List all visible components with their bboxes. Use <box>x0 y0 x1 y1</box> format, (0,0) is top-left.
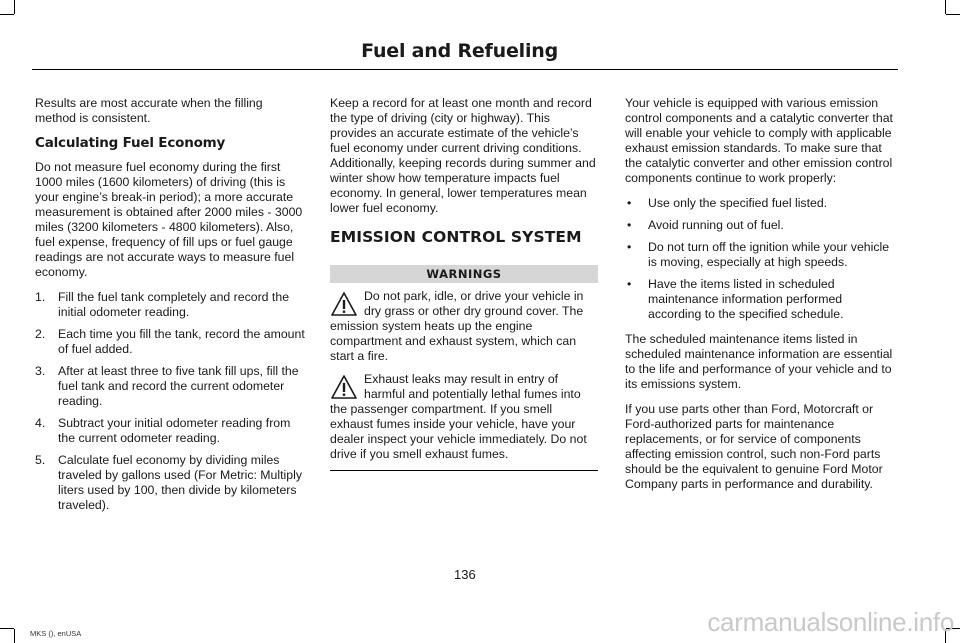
maintenance-paragraph: The scheduled maintenance items listed in scheduled maintenance information are essential to the life and performance of your vehicle and to its emissions system. <box>625 332 893 391</box>
page-title: Fuel and Refueling <box>361 40 558 62</box>
crop-mark <box>0 14 14 15</box>
list-number: 1. <box>35 290 46 304</box>
warning-text: Do not park, idle, or drive your vehicle in dry grass or other dry ground cover. The emission system heats up the engine compartment and exhaust system, which can start a fire. <box>330 289 584 363</box>
watermark: carmanualsonline.info <box>707 607 954 637</box>
list-text: Use only the specified fuel listed. <box>648 196 828 210</box>
list-item <box>35 364 307 409</box>
column-middle <box>330 96 598 471</box>
crop-mark <box>0 628 14 629</box>
list-text: Fill the fuel tank completely and record the initial odometer reading. <box>58 290 290 319</box>
list-text: Avoid running out of fuel. <box>648 218 784 232</box>
section-heading-fuel-economy: Calculating Fuel Economy <box>35 135 226 151</box>
warning-item <box>330 289 598 364</box>
list-number: 2. <box>35 327 46 341</box>
list-text: After at least three to five tank fill ups, fill the fuel tank and record the current odometer reading. <box>58 364 299 408</box>
section-heading-emission: EMISSION CONTROL SYSTEM <box>330 228 582 246</box>
list-number: 5. <box>35 453 46 467</box>
header-divider <box>32 69 898 70</box>
page-number: 136 <box>454 567 476 582</box>
bullet-list <box>625 196 897 322</box>
warning-triangle-icon <box>330 374 358 400</box>
document-code: MKS (), enUSA <box>30 629 82 638</box>
list-item <box>625 277 897 322</box>
column-right <box>625 96 897 502</box>
crop-mark <box>14 0 15 14</box>
list-item <box>625 218 897 233</box>
list-item <box>625 240 897 270</box>
crop-mark <box>14 629 15 643</box>
parts-paragraph: If you use parts other than Ford, Motorcraft or Ford-authorized parts for maintenance replacements, or for service of components affecting emission control, such non-Ford parts should be the equivalent to genuine Ford Motor Company parts in performance and durability. <box>625 402 883 491</box>
warnings-header: WARNINGS <box>330 265 598 283</box>
record-paragraph: Keep a record for at least one month and record the type of driving (city or highway). This provides an accurate estimate of the vehicle’s fuel economy under current driving conditions. Additionally, keeping records during summer and winter show how temperature impacts fuel economy. In general, lower temperatures mean lower fuel economy. <box>330 96 596 215</box>
list-number: 3. <box>35 364 46 378</box>
bullet: • <box>627 277 632 291</box>
list-text: Calculate fuel economy by dividing miles traveled by gallons used (For Metric: Multiply liters used by 100, then divide by kilometers traveled). <box>58 453 302 512</box>
list-text: Do not turn off the ignition while your vehicle is moving, especially at high speeds. <box>648 240 890 269</box>
list-item <box>35 290 307 320</box>
list-item <box>35 453 307 513</box>
warning-item <box>330 372 598 462</box>
bullet: • <box>627 240 632 254</box>
list-text: Subtract your initial odometer reading from the current odometer reading. <box>58 416 291 445</box>
warnings-end-divider <box>330 470 598 471</box>
list-item <box>625 196 897 211</box>
fuel-economy-paragraph: Do not measure fuel economy during the first 1000 miles (1600 kilometers) of driving (this is your engine’s break-in period); a more accurate measurement is obtained after 2000 miles - 3000 miles (3200 kilometers - 4800 kilometers). Also, fuel expense, frequency of fill ups or fuel gauge readings are not accurate ways to measure fuel economy. <box>35 160 303 279</box>
emission-intro-paragraph: Your vehicle is equipped with various emission control components and a catalytic converter that will enable your vehicle to comply with applicable exhaust emission standards. To make sure that the catalytic converter and other emission control components continue to work properly: <box>625 96 893 185</box>
warning-text: Exhaust leaks may result in entry of harmful and potentially lethal fumes into the passenger compartment. If you smell exhaust fumes inside your vehicle, have your dealer inspect your vehicle immediately. Do not drive if you smell exhaust fumes. <box>330 372 587 461</box>
list-item <box>35 327 307 357</box>
crop-mark <box>946 14 960 15</box>
list-text: Each time you fill the tank, record the amount of fuel added. <box>58 327 305 356</box>
bullet: • <box>627 196 632 210</box>
crop-mark <box>945 0 946 14</box>
list-item <box>35 416 307 446</box>
list-text: Have the items listed in scheduled maintenance information performed according to the specified schedule. <box>648 277 844 321</box>
intro-paragraph: Results are most accurate when the filling method is consistent. <box>35 96 263 125</box>
steps-list <box>35 290 307 513</box>
warning-triangle-icon <box>330 291 358 317</box>
bullet: • <box>627 218 632 232</box>
column-left <box>35 96 307 520</box>
list-number: 4. <box>35 416 46 430</box>
